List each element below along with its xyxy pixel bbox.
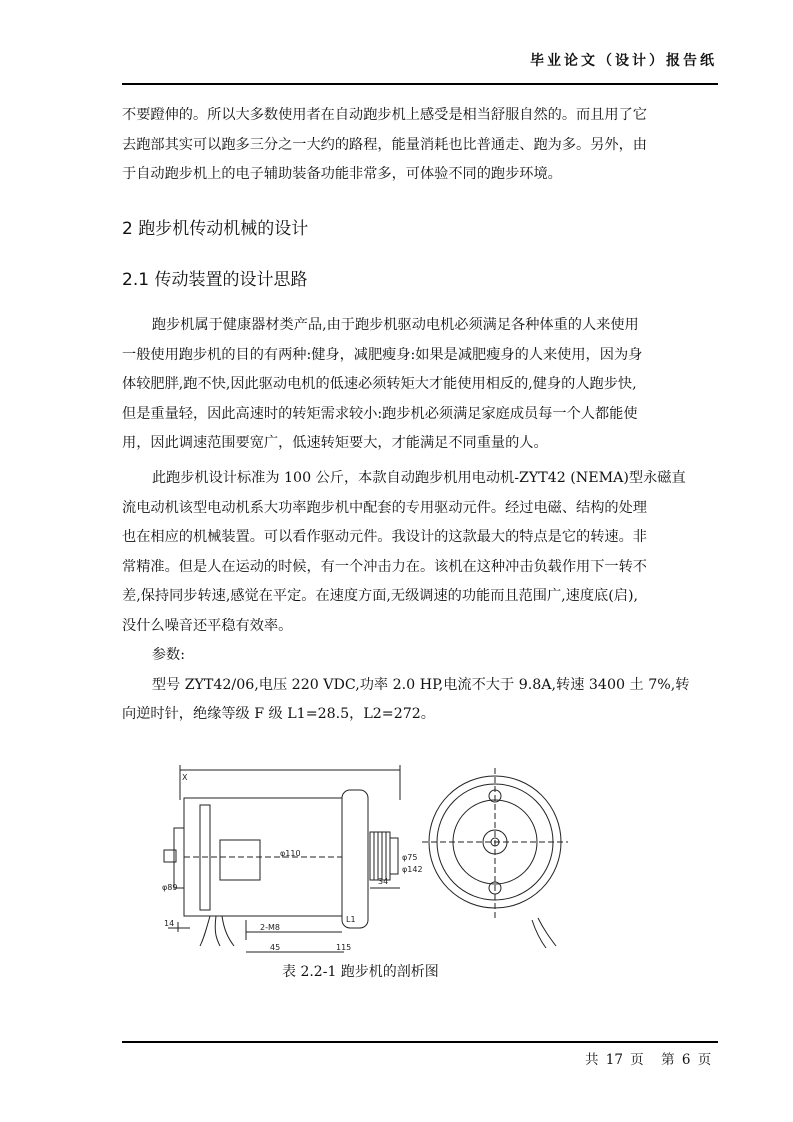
text-line: 但是重量轻，因此高速时的转矩需求较小:跑步机必须满足家庭成员每一个人都能使 <box>122 405 638 422</box>
text-line: 跑步机属于健康器材类产品,由于跑步机驱动电机必须满足各种体重的人来使用 <box>151 317 639 333</box>
text-line: 型号 ZYT42/06,电压 220 VDC,功率 2.0 HP,电流不大于 9.8A,转速 3400 土 7%,转 <box>151 676 690 693</box>
text-line: 常精准。但是人在运动的时候，有一个冲击力在。该机在这种冲击负载作用下一转不 <box>122 558 647 575</box>
text-line: 也在相应的机械装置。可以看作驱动元件。我设计的这款最大的特点是它的转速。非 <box>122 529 647 545</box>
dim-d142-label: φ142 <box>402 865 423 874</box>
dim-34-label: 34 <box>378 877 389 886</box>
section-heading: 2 跑步机传动机械的设计 <box>122 219 309 239</box>
dim-14-label: 14 <box>164 919 175 928</box>
dim-115-label: 115 <box>336 943 352 952</box>
subsection-heading: 2.1 传动装置的设计思路 <box>122 270 308 290</box>
text-line: 不要蹬伸的。所以大多数使用者在自动跑步机上感受是相当舒服自然的。而且用了它 <box>122 107 647 123</box>
text-line: 向逆时针，绝缘等级 F 级 L1=28.5，L2=272。 <box>122 706 435 722</box>
text-line: 没什么噪音还平稳有效率。 <box>122 617 293 634</box>
dim-x-label: X <box>182 773 188 782</box>
text-line: 一般使用跑步机的目的有两种:健身，减肥瘦身:如果是减肥瘦身的人来使用，因为身 <box>122 346 643 363</box>
page-footer <box>585 1048 721 1068</box>
dim-d89-label: φ89 <box>162 883 178 892</box>
params-label: 参数: <box>151 647 185 663</box>
paragraph-2 <box>122 464 718 730</box>
header-title: 毕业论文（设计）报告纸 <box>530 53 717 69</box>
dim-l1-label: L1 <box>346 915 356 924</box>
dim-m8-label: 2-M8 <box>260 923 280 932</box>
text-line: 此跑步机设计标准为 100 公斤，本款自动跑步机用电动机-ZYT42 (NEMA)型永磁直 <box>151 470 686 486</box>
text-line: 流电动机该型电动机系大功率跑步机中配套的专用驱动元件。经过电磁、结构的处理 <box>122 499 647 516</box>
text-line: 用，因此调速范围要宽广，低速转矩要大，才能满足不同重量的人。 <box>122 435 548 451</box>
paragraph-1 <box>122 311 718 459</box>
motor-drawing <box>160 760 580 960</box>
text-line: 差,保持同步转速,感觉在平定。在速度方面,无级调速的功能而且范围广,速度底(启), <box>122 588 638 604</box>
total-pages: 共 17 页 <box>585 1052 644 1068</box>
text-line: 于自动跑步机上的电子辅助装备功能非常多，可体验不同的跑步环境。 <box>122 166 562 182</box>
dim-45-label: 45 <box>270 943 281 952</box>
current-page: 第 6 页 <box>661 1052 712 1068</box>
header-rule <box>122 83 718 85</box>
intro-paragraph <box>122 101 718 190</box>
figure-caption: 表 2.2-1 跑步机的剖析图 <box>282 964 439 980</box>
text-line: 体较肥胖,跑不快,因此驱动电机的低速必须转矩大才能使用相反的,健身的人跑步快, <box>122 376 637 392</box>
dim-d75-label: φ75 <box>402 853 418 862</box>
dim-d110-label: φ110 <box>280 849 301 858</box>
text-line: 去跑部其实可以跑多三分之一大约的路程，能量消耗也比普通走、跑为多。另外，由 <box>122 136 647 153</box>
footer-rule <box>122 1041 718 1043</box>
